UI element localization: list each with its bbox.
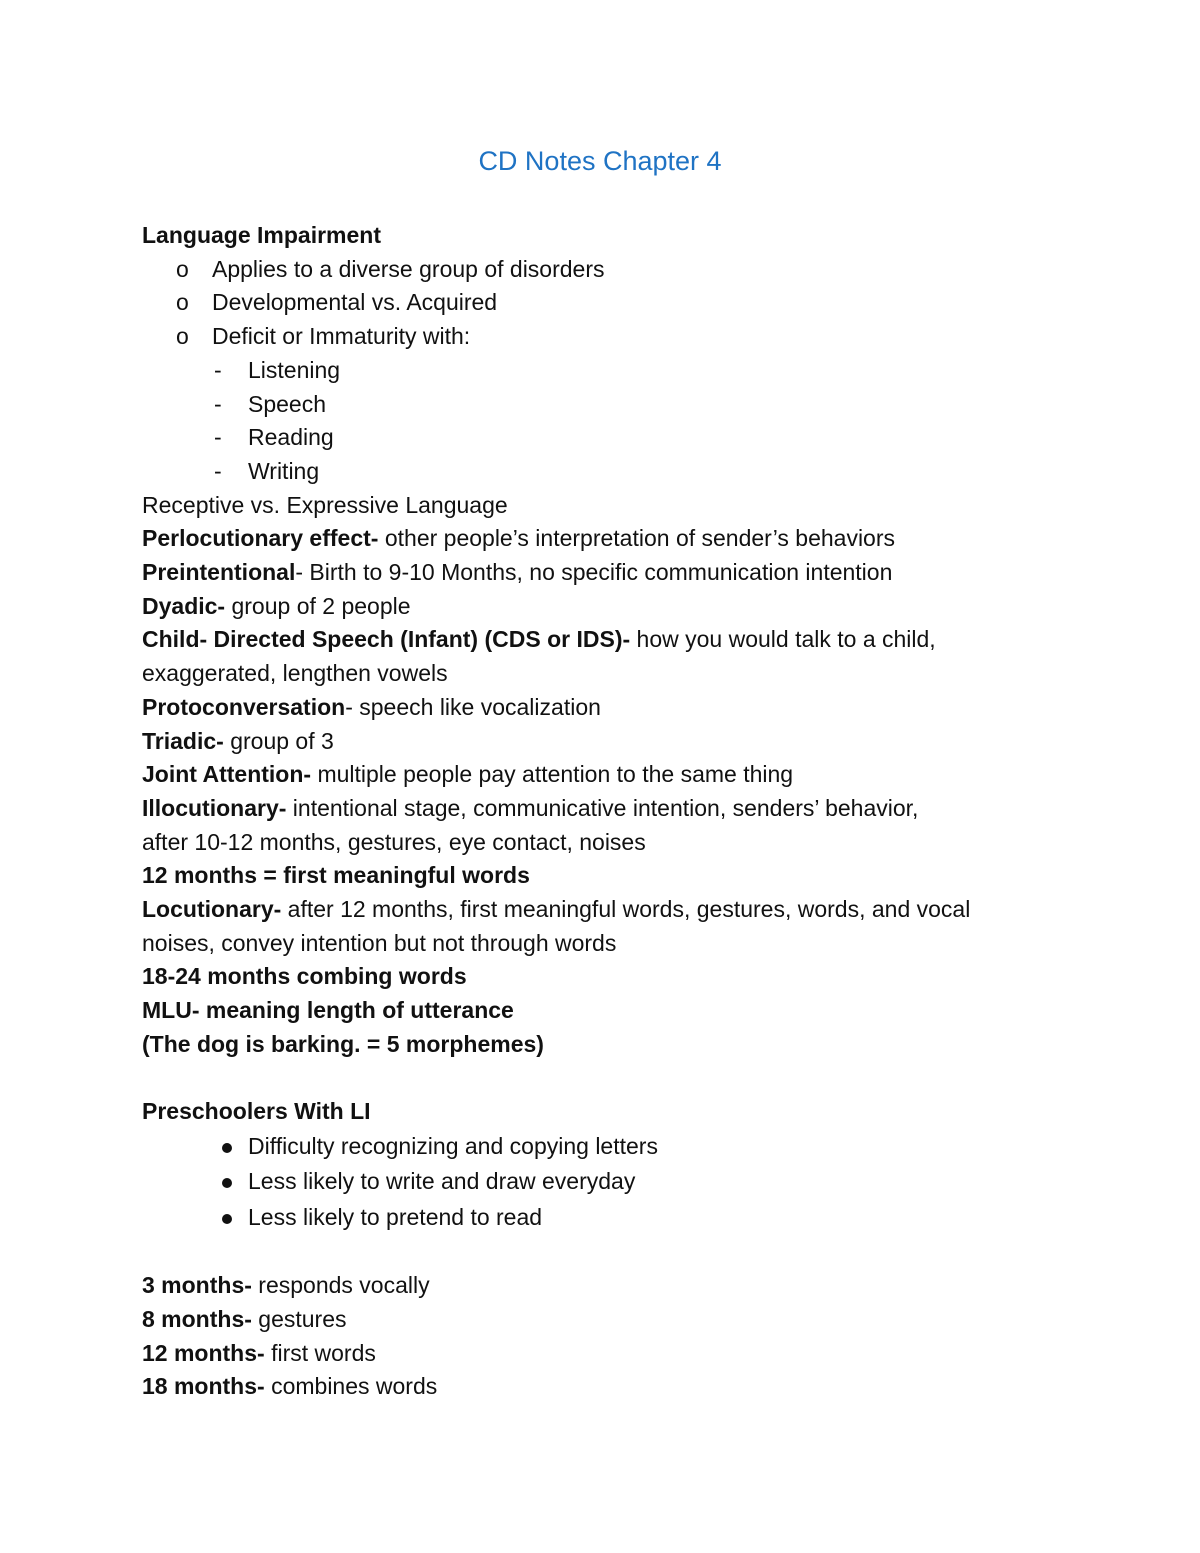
definition: combines words	[264, 1373, 438, 1400]
definition: group of 3	[223, 727, 334, 754]
spacer	[142, 1062, 1102, 1096]
bullet-dot-icon	[222, 1178, 232, 1188]
spacer	[142, 1235, 1102, 1269]
circle-bullet-icon: o	[176, 255, 189, 282]
sub-list-item: - Speech	[142, 388, 1102, 422]
bullet-dot-icon	[222, 1214, 232, 1224]
definition: other people’s interpretation of sender’s behaviors	[378, 525, 896, 552]
page-title: CD Notes Chapter 4	[478, 146, 722, 176]
milestone-line	[142, 1269, 1102, 1303]
term-line	[142, 623, 1102, 657]
dash-bullet-icon: -	[214, 457, 222, 484]
list-item: Less likely to write and draw everyday	[142, 1164, 1102, 1200]
term: 3 months-	[142, 1272, 252, 1299]
definition: multiple people pay attention to the same thing	[311, 761, 794, 788]
circle-bullet-icon: o	[176, 323, 189, 350]
receptive-expressive-line: Receptive vs. Expressive Language	[142, 491, 508, 518]
term-line	[142, 556, 1102, 590]
definition: after 12 months, first meaningful words, gestures, words, and vocal	[281, 896, 971, 923]
dash-bullet-icon: -	[214, 356, 222, 383]
term: 8 months-	[142, 1305, 252, 1332]
term: Joint Attention-	[142, 761, 312, 788]
section-heading-language-impairment: Language Impairment	[142, 222, 381, 248]
milestone-line	[142, 1337, 1102, 1371]
definition-continuation: after 10-12 months, gestures, eye contact, noises	[142, 828, 646, 855]
term-line	[142, 725, 1102, 759]
term: 12 months-	[142, 1339, 265, 1366]
definition: intentional stage, communicative intention, senders’ behavior,	[286, 794, 919, 821]
milestone-12-months: 12 months = first meaningful words	[142, 862, 530, 889]
term-line	[142, 522, 1102, 556]
dash-bullet-icon: -	[214, 424, 222, 451]
term: Preintentional	[142, 559, 296, 586]
list-item: o Developmental vs. Acquired	[142, 286, 1102, 320]
list-item: o Deficit or Immaturity with:	[142, 320, 1102, 354]
definition: gestures	[251, 1305, 347, 1332]
term: Perlocutionary effect-	[142, 525, 379, 552]
term: Protoconversation	[142, 693, 346, 720]
milestone-line	[142, 1303, 1102, 1337]
definition-continuation: exaggerated, lengthen vowels	[142, 660, 448, 687]
term-line	[142, 758, 1102, 792]
definition: - Birth to 9-10 Months, no specific communication intention	[295, 559, 893, 586]
list-item: Less likely to pretend to read	[142, 1200, 1102, 1236]
sub-list-item: - Writing	[142, 455, 1102, 489]
mlu-line: MLU- meaning length of utterance	[142, 997, 514, 1024]
dash-bullet-icon: -	[214, 390, 222, 417]
list-item: Difficulty recognizing and copying letters	[142, 1129, 1102, 1165]
list-item: o Applies to a diverse group of disorders	[142, 253, 1102, 287]
definition: - speech like vocalization	[345, 693, 601, 720]
term: Child- Directed Speech (Infant) (CDS or IDS)-	[142, 626, 631, 653]
bullet-dot-icon	[222, 1143, 232, 1153]
term-line	[142, 691, 1102, 725]
definition-continuation: noises, convey intention but not through words	[142, 929, 617, 956]
mlu-example-line: (The dog is barking. = 5 morphemes)	[142, 1030, 544, 1057]
term: Triadic-	[142, 727, 224, 754]
sub-list-item: - Reading	[142, 421, 1102, 455]
term-line	[142, 590, 1102, 624]
circle-bullet-icon: o	[176, 289, 189, 316]
definition: how you would talk to a child,	[630, 626, 936, 653]
term-line	[142, 792, 1102, 826]
term: Dyadic-	[142, 592, 226, 619]
term: Locutionary-	[142, 896, 282, 923]
term-line	[142, 893, 1102, 927]
definition: first words	[264, 1339, 376, 1366]
term: 18 months-	[142, 1373, 265, 1400]
definition: group of 2 people	[225, 592, 411, 619]
sub-list-item: - Listening	[142, 354, 1102, 388]
milestone-line	[142, 1370, 1102, 1404]
notes-body	[142, 219, 1102, 1404]
definition: responds vocally	[251, 1272, 430, 1299]
combining-words-line: 18-24 months combing words	[142, 963, 467, 990]
section-heading-preschoolers: Preschoolers With LI	[142, 1098, 371, 1125]
term: Illocutionary-	[142, 794, 287, 821]
